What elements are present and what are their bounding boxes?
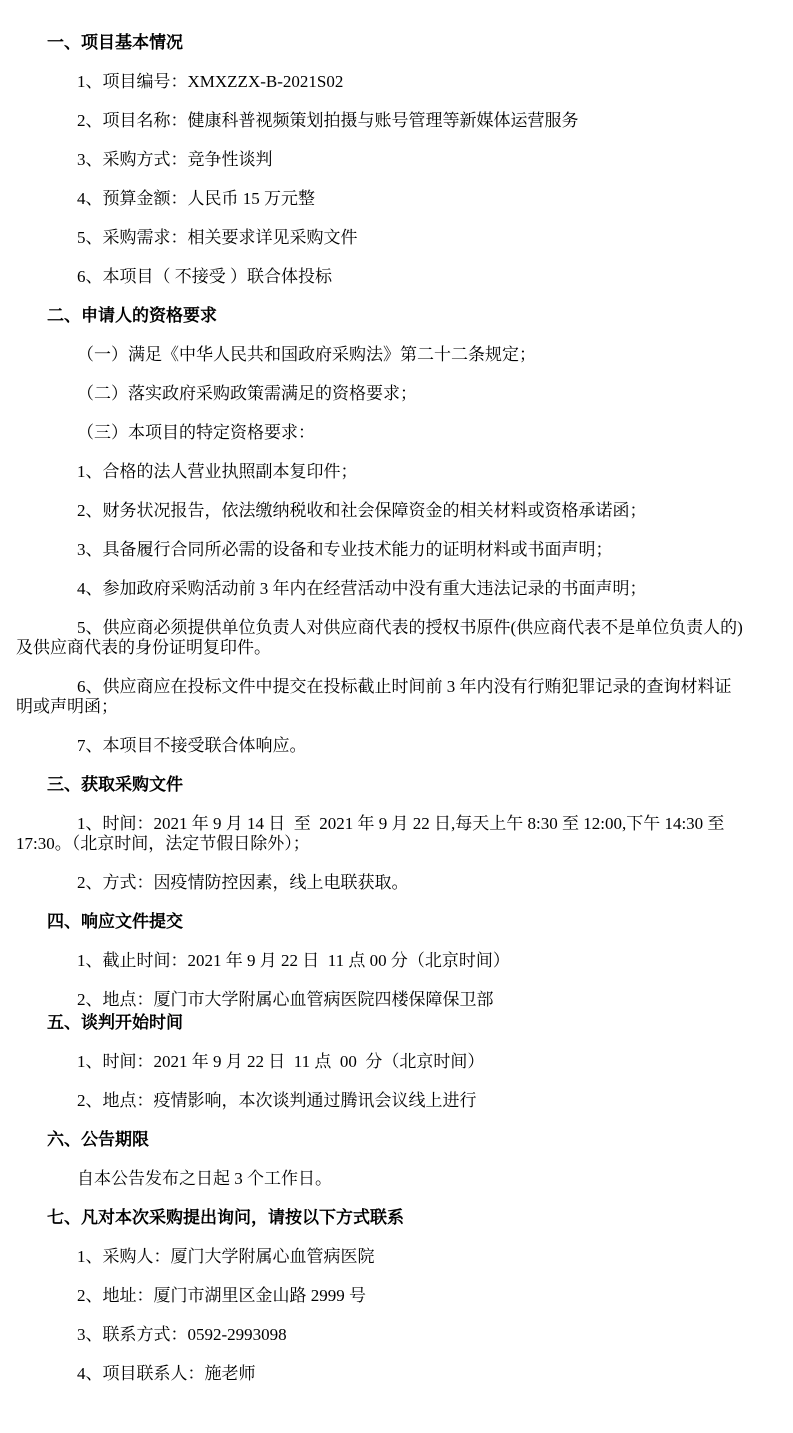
- paragraph-specific-req-3: 3、具备履行合同所必需的设备和专业技术能力的证明材料或书面声明；: [77, 540, 613, 559]
- paragraph-specific-req-4: 4、参加政府采购活动前 3 年内在经营活动中没有重大违法记录的书面声明；: [77, 579, 647, 598]
- paragraph-submission-location: 2、地点：厦门市大学附属心血管病医院四楼保障保卫部: [77, 990, 494, 1009]
- section-heading-project-basic-info: 一、项目基本情况: [47, 33, 183, 52]
- paragraph-specific-req-5: 5、供应商必须提供单位负责人对供应商代表的授权书原件(供应商代表不是单位负责人的)及供应商代表的身份证明复印件。: [16, 618, 743, 657]
- section-heading-announcement-period: 六、公告期限: [47, 1130, 149, 1149]
- paragraph-specific-req-6: 6、供应商应在投标文件中提交在投标截止时间前 3 年内没有行贿犯罪记录的查询材料证明或声明函；: [16, 677, 732, 716]
- paragraph-negotiation-location: 2、地点：疫情影响，本次谈判通过腾讯会议线上进行: [77, 1091, 477, 1110]
- paragraph-negotiation-time: 1、时间：2021 年 9 月 22 日 11 点 00 分（北京时间）: [77, 1052, 485, 1071]
- paragraph-obtain-method: 2、方式：因疫情防控因素，线上电联获取。: [77, 873, 409, 892]
- paragraph-purchaser: 1、采购人：厦门大学附属心血管病医院: [77, 1247, 375, 1266]
- section-heading-negotiation-start: 五、谈判开始时间: [47, 1013, 183, 1032]
- paragraph-contact-phone: 3、联系方式：0592-2993098: [77, 1325, 287, 1344]
- section-heading-obtain-documents: 三、获取采购文件: [47, 775, 183, 794]
- paragraph-qualification-3: （三）本项目的特定资格要求：: [77, 423, 315, 442]
- paragraph-announcement-period: 自本公告发布之日起 3 个工作日。: [77, 1169, 332, 1188]
- paragraph-address: 2、地址：厦门市湖里区金山路 2999 号: [77, 1286, 366, 1305]
- section-heading-response-submission: 四、响应文件提交: [47, 912, 183, 931]
- section-heading-contact-info: 七、凡对本次采购提出询问，请按以下方式联系: [47, 1208, 404, 1227]
- paragraph-specific-req-7: 7、本项目不接受联合体响应。: [77, 736, 307, 755]
- paragraph-obtain-time: 1、时间：2021 年 9 月 14 日 至 2021 年 9 月 22 日,每天上午 8:30 至 12:00,下午 14:30 至 17:30。（北京时间，法定节假日除外）；: [16, 814, 729, 853]
- paragraph-project-name: 2、项目名称：健康科普视频策划拍摄与账号管理等新媒体运营服务: [77, 111, 579, 130]
- paragraph-contact-person: 4、项目联系人：施老师: [77, 1364, 256, 1383]
- paragraph-budget-amount: 4、预算金额：人民币 15 万元整: [77, 189, 315, 208]
- paragraph-qualification-1: （一）满足《中华人民共和国政府采购法》第二十二条规定；: [77, 345, 536, 364]
- paragraph-consortium-bid: 6、本项目（ 不接受 ）联合体投标: [77, 267, 332, 286]
- paragraph-specific-req-1: 1、合格的法人营业执照副本复印件；: [77, 462, 358, 481]
- section-heading-qualification-requirements: 二、申请人的资格要求: [47, 306, 217, 325]
- paragraph-procurement-demand: 5、采购需求：相关要求详见采购文件: [77, 228, 358, 247]
- paragraph-specific-req-2: 2、财务状况报告，依法缴纳税收和社会保障资金的相关材料或资格承诺函；: [77, 501, 647, 520]
- paragraph-project-number: 1、项目编号：XMXZZX-B-2021S02: [77, 72, 344, 91]
- paragraph-submission-deadline: 1、截止时间：2021 年 9 月 22 日 11 点 00 分（北京时间）: [77, 951, 510, 970]
- paragraph-qualification-2: （二）落实政府采购政策需满足的资格要求；: [77, 384, 417, 403]
- paragraph-procurement-method: 3、采购方式：竞争性谈判: [77, 150, 273, 169]
